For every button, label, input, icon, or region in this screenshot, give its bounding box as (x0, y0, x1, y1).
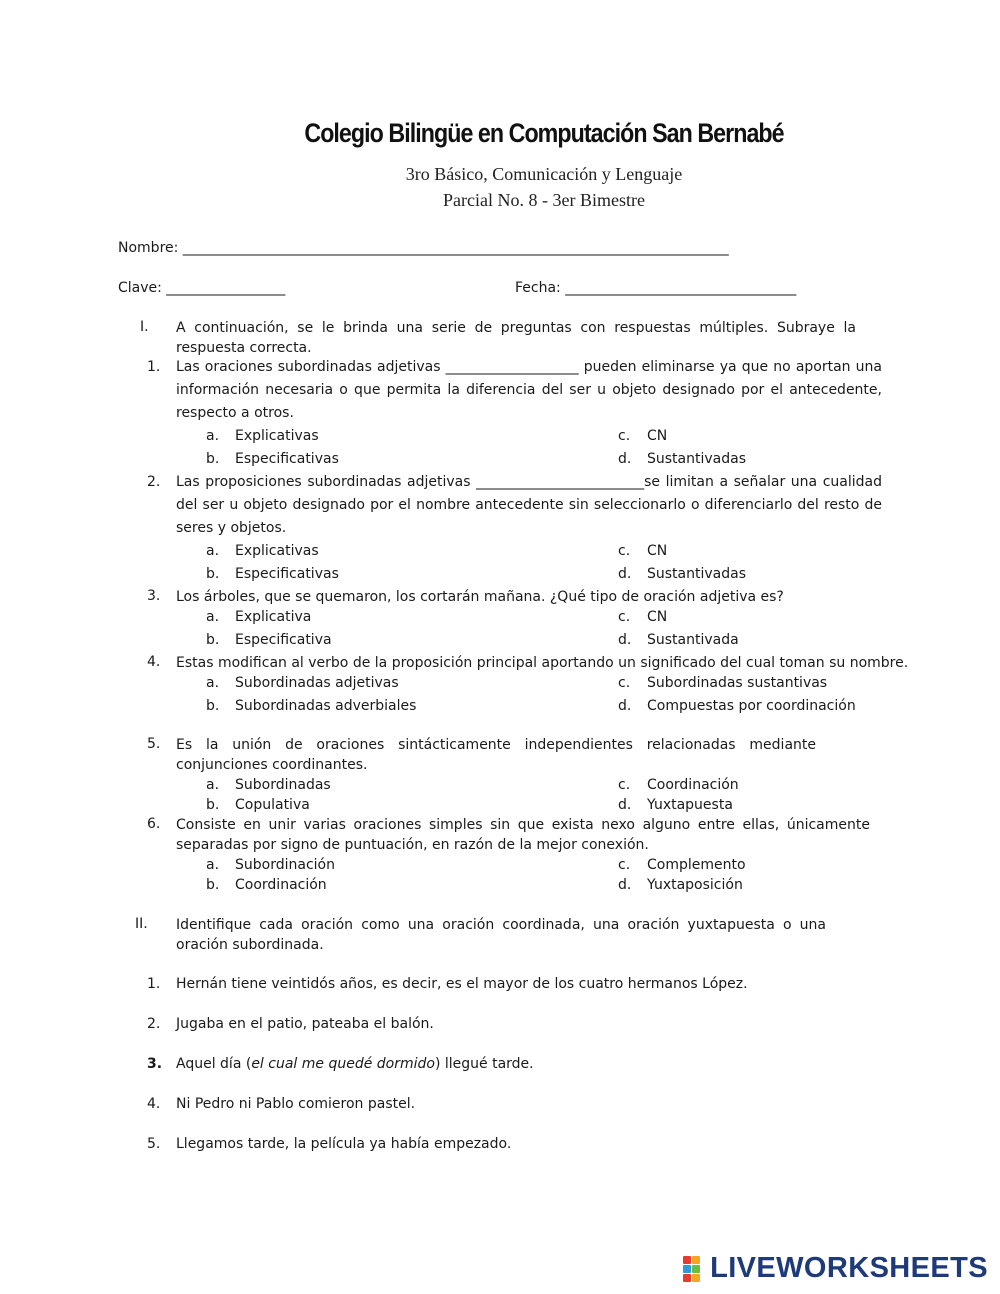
option-d[interactable]: Sustantivadas (647, 451, 746, 467)
liveworksheets-icon (683, 1256, 707, 1282)
item-number: 4. (147, 1096, 161, 1112)
question-text: Los árboles, que se quemaron, los cortarán mañana. ¿Qué tipo de oración adjetiva es? (176, 589, 784, 605)
sentence-pre: Aquel día ( (176, 1056, 252, 1072)
item-number: 5. (147, 1136, 161, 1152)
item-number: 1. (147, 976, 161, 992)
option-letter: a. (206, 777, 220, 793)
option-b[interactable]: Copulativa (235, 797, 310, 813)
option-letter: b. (206, 566, 220, 582)
option-letter: c. (618, 857, 631, 873)
liveworksheets-text: LIVEWORKSHEETS (710, 1252, 988, 1284)
section1-instructions: A continuación, se le brinda una serie de preguntas con respuestas múltiples. Subraye la respuesta correcta. (176, 320, 856, 356)
option-b[interactable]: Especificativas (235, 566, 339, 582)
option-letter: c. (618, 609, 631, 625)
grade-course: 3ro Básico, Comunicación y Lenguaje (405, 164, 683, 184)
question-number: 3. (147, 588, 161, 604)
option-letter: b. (206, 451, 220, 467)
option-d[interactable]: Yuxtaposición (647, 877, 743, 893)
sentence-item: Llegamos tarde, la película ya había empezado. (176, 1136, 512, 1152)
option-b[interactable]: Especificativa (235, 632, 332, 648)
item-number: 2. (147, 1016, 161, 1032)
option-letter: a. (206, 543, 220, 559)
sentence-italic: el cual me quedé dormido (251, 1056, 435, 1072)
option-letter: b. (206, 632, 220, 648)
question-number: 4. (147, 654, 161, 670)
option-d[interactable]: Sustantivada (647, 632, 739, 648)
option-a[interactable]: Subordinadas adjetivas (235, 675, 399, 691)
option-a[interactable]: Subordinación (235, 857, 335, 873)
section1-numeral: I. (140, 319, 149, 335)
option-d[interactable]: Sustantivadas (647, 566, 746, 582)
section2-numeral: II. (135, 916, 148, 932)
sentence-post: ) llegué tarde. (434, 1056, 534, 1072)
question-text: Es la unión de oraciones sintácticamente independientes relacionadas mediante conjunciones coordinantes. (176, 737, 816, 773)
option-d[interactable]: Yuxtapuesta (647, 797, 733, 813)
option-letter: a. (206, 428, 220, 444)
question-text: Estas modifican al verbo de la proposición principal aportando un significado del cual toman su nombre. (176, 655, 909, 671)
option-b[interactable]: Coordinación (235, 877, 327, 893)
option-letter: c. (618, 428, 631, 444)
question-text: Las oraciones subordinadas adjetivas ___________________ pueden eliminarse ya que no aportan una información necesaria o que permita la diferencia del ser u objeto designado por el antecedente, respecto a otros. (176, 359, 882, 421)
option-letter: d. (618, 797, 632, 813)
option-a[interactable]: Explicativas (235, 543, 319, 559)
option-c[interactable]: CN (647, 428, 668, 444)
option-a[interactable]: Explicativas (235, 428, 319, 444)
option-c[interactable]: Subordinadas sustantivas (647, 675, 828, 691)
question-number: 6. (147, 816, 161, 832)
option-letter: a. (206, 857, 220, 873)
exam-title: Parcial No. 8 - 3er Bimestre (443, 190, 645, 210)
option-a[interactable]: Explicativa (235, 609, 312, 625)
option-b[interactable]: Especificativas (235, 451, 339, 467)
option-letter: c. (618, 777, 631, 793)
option-letter: d. (618, 698, 632, 714)
question-number: 2. (147, 474, 161, 490)
option-c[interactable]: CN (647, 543, 668, 559)
option-letter: c. (618, 543, 631, 559)
option-letter: d. (618, 632, 632, 648)
liveworksheets-logo (683, 1252, 988, 1285)
option-letter: d. (618, 451, 632, 467)
question-text: Las proposiciones subordinadas adjetivas ________________________se limitan a señalar una cualidad del ser u objeto designado por el nombre antecedente sin seleccionarlo o diferenciarlo del resto de seres y objetos. (176, 474, 882, 536)
question-number: 1. (147, 359, 161, 375)
sentence-item: Hernán tiene veintidós años, es decir, es el mayor de los cuatro hermanos López. (176, 976, 748, 992)
section2-instructions: Identifique cada oración como una oración coordinada, una oración yuxtapuesta o una oración subordinada. (176, 917, 826, 953)
option-d[interactable]: Compuestas por coordinación (647, 698, 856, 714)
option-letter: b. (206, 698, 220, 714)
sentence-item: Jugaba en el patio, pateaba el balón. (176, 1016, 434, 1032)
question-text: Consiste en unir varias oraciones simples sin que exista nexo alguno entre ellas, únicamente separadas por signo de puntuación, en razón de la mejor conexión. (176, 817, 870, 853)
sentence-item (176, 1054, 534, 1074)
item-number: 3. (147, 1056, 163, 1072)
option-letter: b. (206, 877, 220, 893)
option-letter: c. (618, 675, 631, 691)
option-letter: d. (618, 877, 632, 893)
sentence-item: Ni Pedro ni Pablo comieron pastel. (176, 1096, 416, 1112)
question-number: 5. (147, 736, 161, 752)
option-letter: b. (206, 797, 220, 813)
name-field[interactable]: Nombre: ______________________________________________________________________________ (118, 240, 729, 256)
option-letter: d. (618, 566, 632, 582)
date-field[interactable]: Fecha: _________________________________ (515, 280, 797, 296)
option-c[interactable]: Coordinación (647, 777, 739, 793)
option-b[interactable]: Subordinadas adverbiales (235, 698, 417, 714)
option-a[interactable]: Subordinadas (235, 777, 331, 793)
key-field[interactable]: Clave: _________________ (118, 280, 286, 296)
school-title: Colegio Bilingüe en Computación San Bernabé (304, 118, 784, 148)
option-c[interactable]: CN (647, 609, 668, 625)
option-letter: a. (206, 675, 220, 691)
option-letter: a. (206, 609, 220, 625)
option-c[interactable]: Complemento (647, 857, 746, 873)
